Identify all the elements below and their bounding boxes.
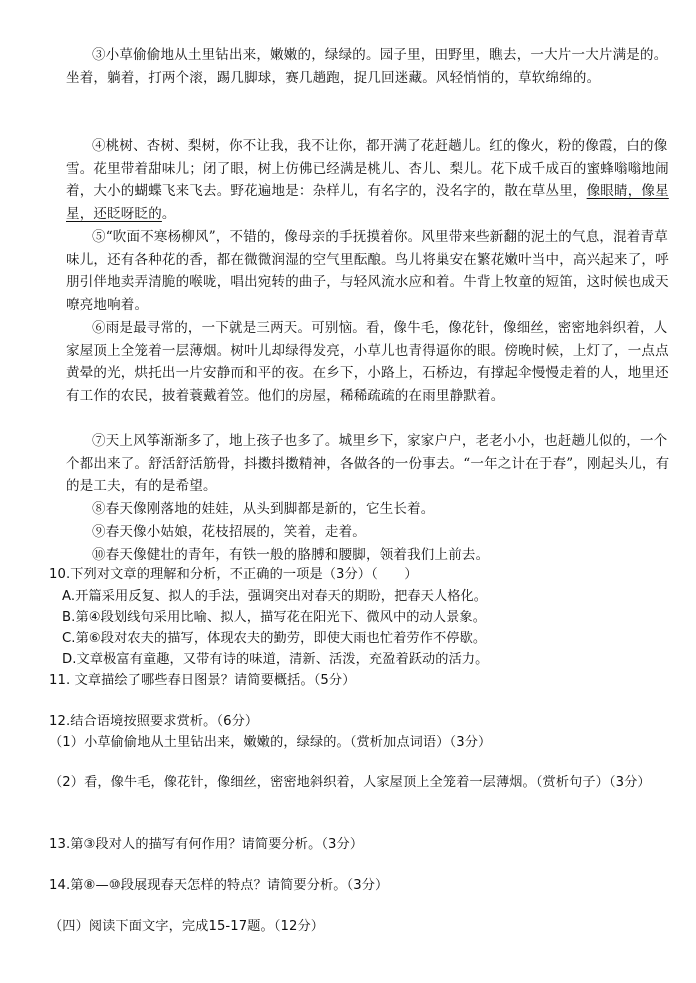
paragraph-4-text: ④桃树、杏树、梨树，你不让我，我不让你，都开满了花赶趟儿。红的像火，粉的像霞，白的像雪。花里带着甜味儿；闭了眼，树上仿佛已经满是桃儿、杏儿、梨儿。花下成千成百的蜜蜂嗡嗡地闹着，大小的蝴蝶飞来飞去。野花遍地是：杂样儿，有名字的，没名字的，散在草丛里，	[66, 138, 669, 200]
question-12-part-1: （1）小草偷偷地从土里钻出来，嫩嫩的，绿绿的。（赏析加点词语）（3分）	[49, 735, 492, 750]
question-12-stem: 12.结合语境按照要求赏析。（6分）	[49, 714, 259, 729]
question-11: 11. 文章描绘了哪些春日图景？请简要概括。（5分）	[49, 673, 356, 688]
paragraph-4-end: 。	[161, 206, 176, 223]
passage-paragraph-6: ⑥雨是最寻常的，一下就是三两天。可别恼。看，像牛毛，像花针，像细丝，密密地斜织着，人家屋顶上全笼着一层薄烟。树叶儿却绿得发亮，小草儿也青得逼你的眼。傍晚时候，上灯了，一点点黄晕的光，烘托出一片安静而和平的夜。在乡下，小路上，石桥边，有撑起伞慢慢走着的人，地里还有工作的农民，披着蓑戴着笠。他们的房屋，稀稀疏疏的在雨里静默着。	[66, 320, 669, 405]
question-12-part-2: （2）看，像牛毛，像花针，像细丝，密密地斜织着，人家屋顶上全笼着一层薄烟。（赏析句子）（3分）	[49, 775, 651, 790]
passage-paragraph-5: ⑤“吹面不寒杨柳风”，不错的，像母亲的手抚摸着你。风里带来些新翻的泥土的气息，混着青草味儿，还有各种花的香，都在微微润湿的空气里酝酿。鸟儿将巢安在繁花嫩叶当中，高兴起来了，呼朋引伴地卖弄清脆的喉咙，唱出宛转的曲子，与轻风流水应和着。牛背上牧童的短笛，这时候也成天嘹亮地响着。	[66, 229, 669, 314]
passage-paragraph-3: ③小草偷偷地从土里钻出来，嫩嫩的，绿绿的。园子里，田野里，瞧去，一大片一大片满是的。坐着，躺着，打两个滚，踢几脚球，赛几趟跑，捉几回迷藏。风轻悄悄的，草软绵绵的。	[66, 47, 668, 86]
section-4-heading: （四）阅读下面文字，完成15-17题。（12分）	[49, 919, 325, 934]
passage-paragraph-4	[66, 135, 676, 226]
question-13: 13.第③段对人的描写有何作用？请简要分析。（3分）	[49, 837, 364, 852]
question-10-option-a: A.开篇采用反复、拟人的手法，强调突出对春天的期盼，把春天人格化。	[62, 589, 488, 604]
passage-paragraph-7: ⑦天上风筝渐渐多了，地上孩子也多了。城里乡下，家家户户，老老小小，也赶趟儿似的，一个个都出来了。舒活舒活筋骨，抖擞抖擞精神，各做各的一份事去。“一年之计在于春”，刚起头儿，有的是工夫，有的是希望。	[66, 433, 670, 495]
question-10-option-d: D.文章极富有童趣，又带有诗的味道，清新、活泼，充盈着跃动的活力。	[62, 652, 489, 667]
passage-paragraph-9: ⑨春天像小姑娘，花枝招展的，笑着，走着。	[92, 524, 366, 540]
question-10-option-c: C.第⑥段对农夫的描写，体现农夫的勤劳，即使大雨也忙着劳作不停歇。	[62, 631, 487, 646]
underlined-sentence: 像眼睛，像星星，还眨呀眨的	[66, 183, 669, 223]
passage-paragraph-8: ⑧春天像刚落地的娃娃，从头到脚都是新的，它生长着。	[92, 501, 435, 517]
passage-paragraph-10: ⑩春天像健壮的青年，有铁一般的胳膊和腰脚，领着我们上前去。	[92, 547, 490, 563]
question-10-option-b: B.第④段划线句采用比喻、拟人，描写花在阳光下、微风中的动人景象。	[62, 610, 486, 625]
question-14: 14.第⑧—⑩段展现春天怎样的特点？请简要分析。（3分）	[49, 878, 389, 893]
question-10-stem: 10.下列对文章的理解和分析，不正确的一项是（3分）（ ）	[49, 567, 418, 582]
